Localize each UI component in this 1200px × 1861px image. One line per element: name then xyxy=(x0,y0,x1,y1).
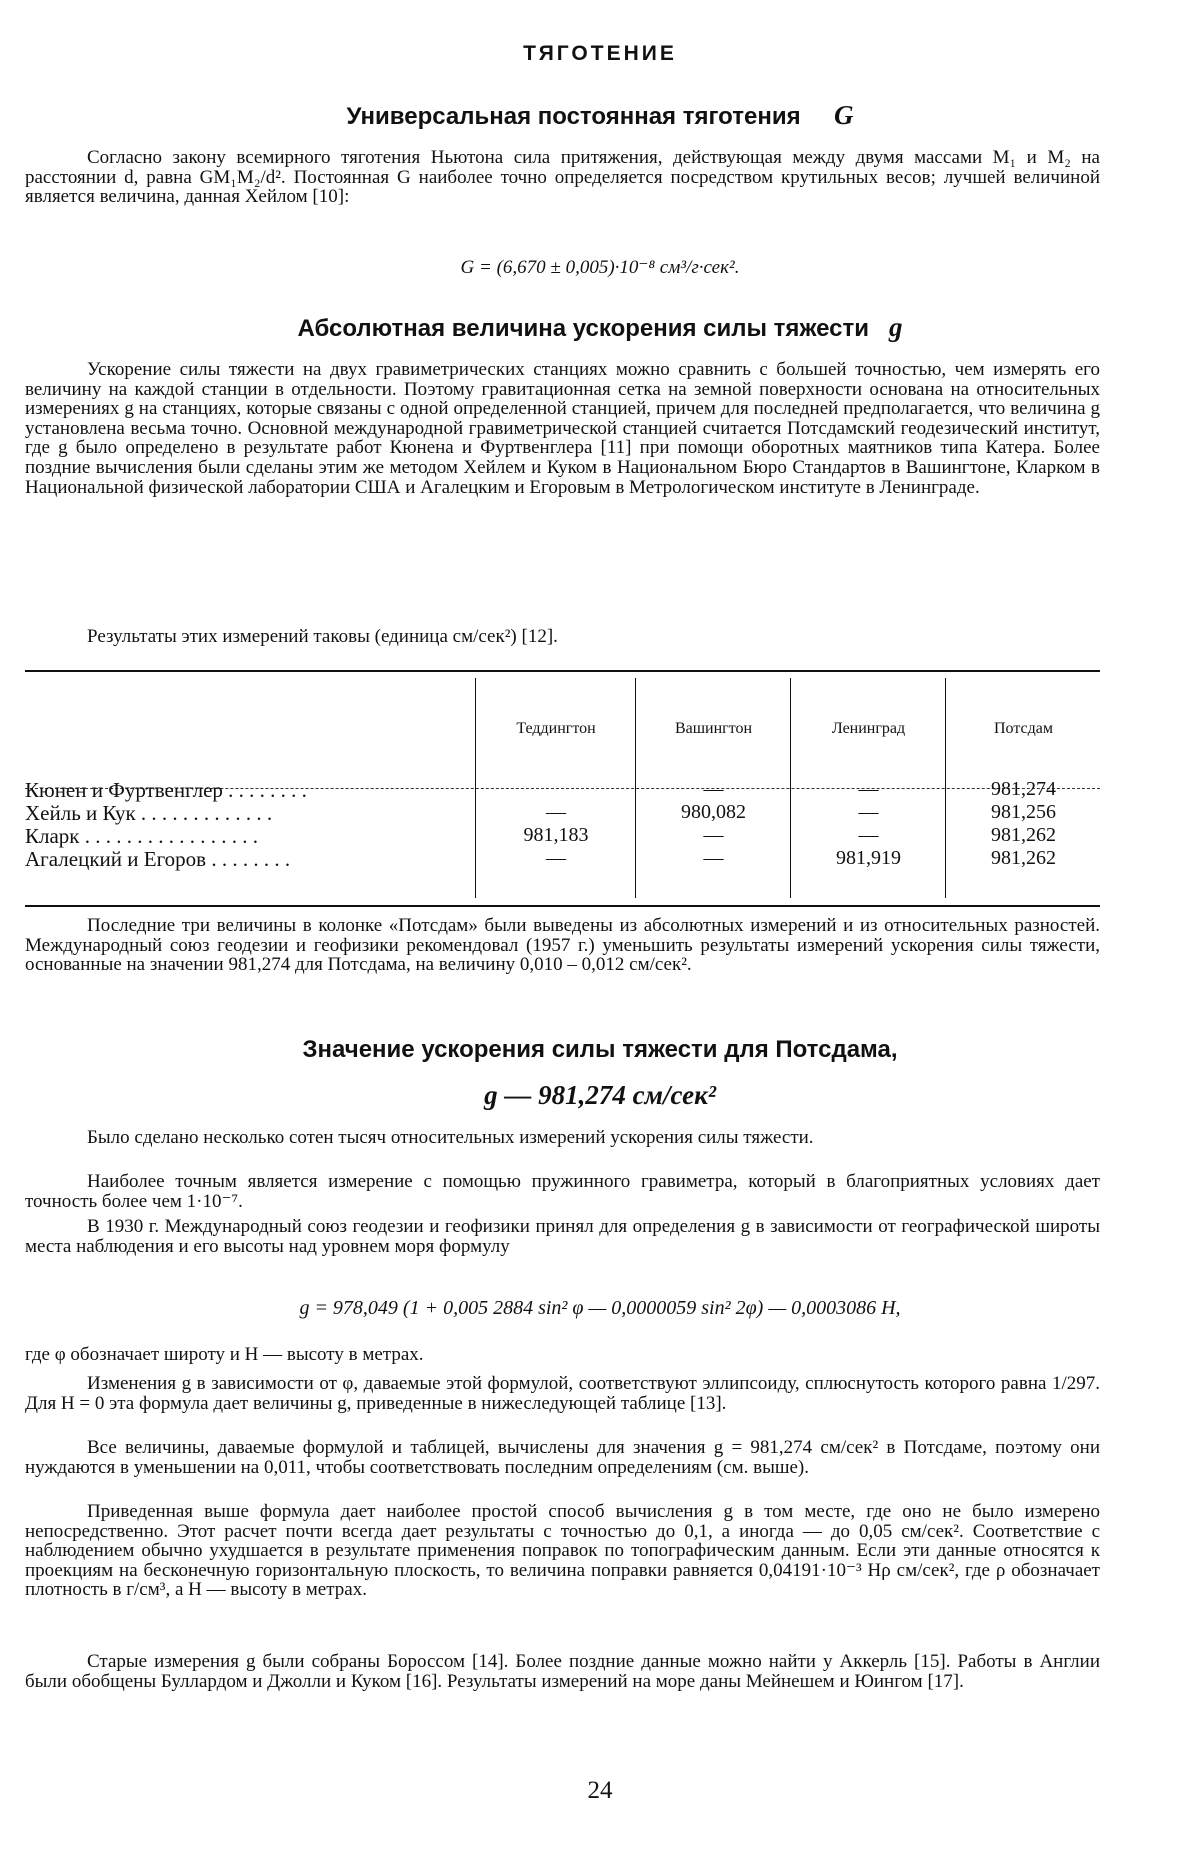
gravity-results-table xyxy=(25,670,1100,907)
paragraph-relative-measurements: Было сделано несколько сотен тысяч относительных измерений ускорения силы тяжести. xyxy=(87,1127,814,1148)
paragraph-potsdam-note: Последние три величины в колонке «Потсдам» были выведены из абсолютных измерений и из относительных разностей. Международный союз геодезии и геофизики рекомендовал (1957 г.) уменьшить результаты измерений ускорения силы тяжести, основанные на значении 981,274 для Потсдама, на величину 0,010 – 0,012 см/сек². xyxy=(25,915,1100,976)
paragraph-spring-gravimeter: Наиболее точным является измерение с помощью пружинного гравиметра, который в благоприятных условиях дает точность более чем 1·10⁻⁷. xyxy=(25,1171,1100,1212)
table-cell: 981,274 xyxy=(991,778,1056,800)
paragraph-references: Старые измерения g были собраны Бороссом [14]. Более поздние данные можно найти у Аккерль [15]. Работы в Англии были обобщены Буллардом и Джолли и Куком [16]. Результаты измерений на море даны Мейнешем и Юингом [17]. xyxy=(25,1651,1100,1692)
formula-gravitational-constant: G = (6,670 ± 0,005)·10⁻⁸ см³/г·сек². xyxy=(460,257,740,278)
table-column-divider xyxy=(790,678,791,898)
table-bottom-rule xyxy=(25,905,1100,907)
table-row-label: Кюнен и Фуртвенглер . . . . . . . . xyxy=(25,778,307,802)
table-cell: — xyxy=(703,847,724,869)
section-title-absolute-gravity xyxy=(0,312,1200,343)
section-title-symbol: G xyxy=(833,100,854,130)
potsdam-value-formula: g — 981,274 см/сек² xyxy=(484,1080,716,1110)
paragraph-newton-law: Согласно закону всемирного тяготения Ньютона сила притяжения, действующая между двумя массами M₁ и M₂ на расстоянии d, равна GM₁M₂/d². Постоянная G наиболее точно определяется посредством крутильных весов; лучшей величиной является величина, данная Хейлом [10]: xyxy=(25,147,1100,208)
table-cell: 981,262 xyxy=(991,824,1056,846)
table-column-divider xyxy=(475,678,476,898)
formula-normal-gravity: g = 978,049 (1 + 0,005 2884 sin² φ — 0,0000059 sin² 2φ) — 0,0003086 H, xyxy=(299,1297,901,1319)
section-title-gravitational-constant xyxy=(0,100,1200,131)
running-head: ТЯГОТЕНИЕ xyxy=(523,42,677,65)
paragraph-phi-definition: где φ обозначает широту и H — высоту в метрах. xyxy=(25,1344,424,1365)
table-header-potsdam: Потсдам xyxy=(994,720,1053,737)
table-cell: 981,183 xyxy=(523,824,589,846)
section-subtitle-potsdam-value xyxy=(0,1080,1200,1111)
paragraph-correction: Все величины, даваемые формулой и таблицей, вычислены для значения g = 981,274 см/сек² в Потсдаме, поэтому они нуждаются в уменьшении на 0,011, чтобы соответствовать последним определениям (см. выше). xyxy=(25,1437,1100,1478)
section-title-text: Абсолютная величина ускорения силы тяжести xyxy=(297,315,870,342)
paragraph-topographic: Приведенная выше формула дает наиболее простой способ вычисления g в том месте, где оно не было измерено непосредственно. Этот расчет почти всегда дает результаты с точностью до 0,1, а иногда — до 0,05 см/сек². Соответствие с наблюдением обычно ухудшается в результате применения поправок по топографическим данным. Если эти данные относятся к проекциям на бесконечную горизонтальную плоскость, то величина поправки равняется 0,04191·10⁻³ Hρ см/сек², где ρ обозначает плотность в г/см³, а H — высоту в метрах. xyxy=(25,1501,1100,1601)
table-header-leningrad: Ленинград xyxy=(831,720,906,737)
table-cell: — xyxy=(546,847,566,869)
table-cell: 981,256 xyxy=(991,801,1056,823)
table-top-rule xyxy=(25,670,1100,672)
table-cell: — xyxy=(546,801,566,823)
table-row-label: Хейль и Кук . . . . . . . . . . . . . xyxy=(25,801,273,825)
table-row-label: Кларк . . . . . . . . . . . . . . . . . xyxy=(25,824,259,848)
table-cell: 981,262 xyxy=(991,847,1056,869)
paragraph-ellipsoid: Изменения g в зависимости от φ, даваемые этой формулой, соответствуют эллипсоиду, сплюснутость которого равна 1/297. Для H = 0 эта формула дает величины g, приведенные в нижеследующей таблице [13]. xyxy=(25,1373,1100,1414)
table-cell: — xyxy=(703,824,724,846)
paragraph-1930-formula: В 1930 г. Международный союз геодезии и геофизики принял для определения g в зависимости от географической широты места наблюдения и его высоты над уровнем моря формулу xyxy=(25,1216,1100,1257)
section-title-symbol: g xyxy=(889,312,903,342)
table-column-divider xyxy=(635,678,636,898)
paragraph-gravimetric-stations: Ускорение силы тяжести на двух гравиметрических станциях можно сравнить с большей точностью, чем измерять его величину на каждой станции в отдельности. Поэтому гравитационная сетка на земной поверхности основана на относительных измерениях g на станциях, которые связаны с одной определенной станцией, причем для последней предполагается, что величина g установлена весьма точно. Основной международной гравиметрической станцией считается Потсдамский геодезический институт, где g было определено в результате работ Кюнена и Фуртвенглера [11] при помощи оборотных маятников типа Катера. Более поздние вычисления были сделаны этим же методом Хейлем и Куком в Национальном Бюро Стандартов в Вашингтоне, Кларком в Национальной физической лаборатории США и Агалецким и Егоровым в Метрологическом институте в Ленинграде. xyxy=(25,359,1100,498)
table-header-washington: Вашингтон xyxy=(674,720,753,737)
table-row-label: Агалецкий и Егоров . . . . . . . . xyxy=(25,847,291,871)
table-cell: 980,082 xyxy=(681,801,746,823)
page-number: 24 xyxy=(587,1777,613,1804)
table-cell: — xyxy=(703,778,724,800)
table-cell: 981,919 xyxy=(836,847,901,869)
paragraph-results-intro: Результаты этих измерений таковы (единица см/сек²) [12]. xyxy=(87,626,558,647)
table-cell: — xyxy=(858,778,879,800)
table-column-divider xyxy=(945,678,946,898)
section-title-potsdam: Значение ускорения силы тяжести для Потсдама, xyxy=(302,1036,898,1063)
section-title-text: Универсальная постоянная тяготения xyxy=(346,103,801,130)
table-cell: — xyxy=(858,801,879,823)
table-header-teddington: Теддингтон xyxy=(516,720,596,737)
table-cell: — xyxy=(858,824,879,846)
